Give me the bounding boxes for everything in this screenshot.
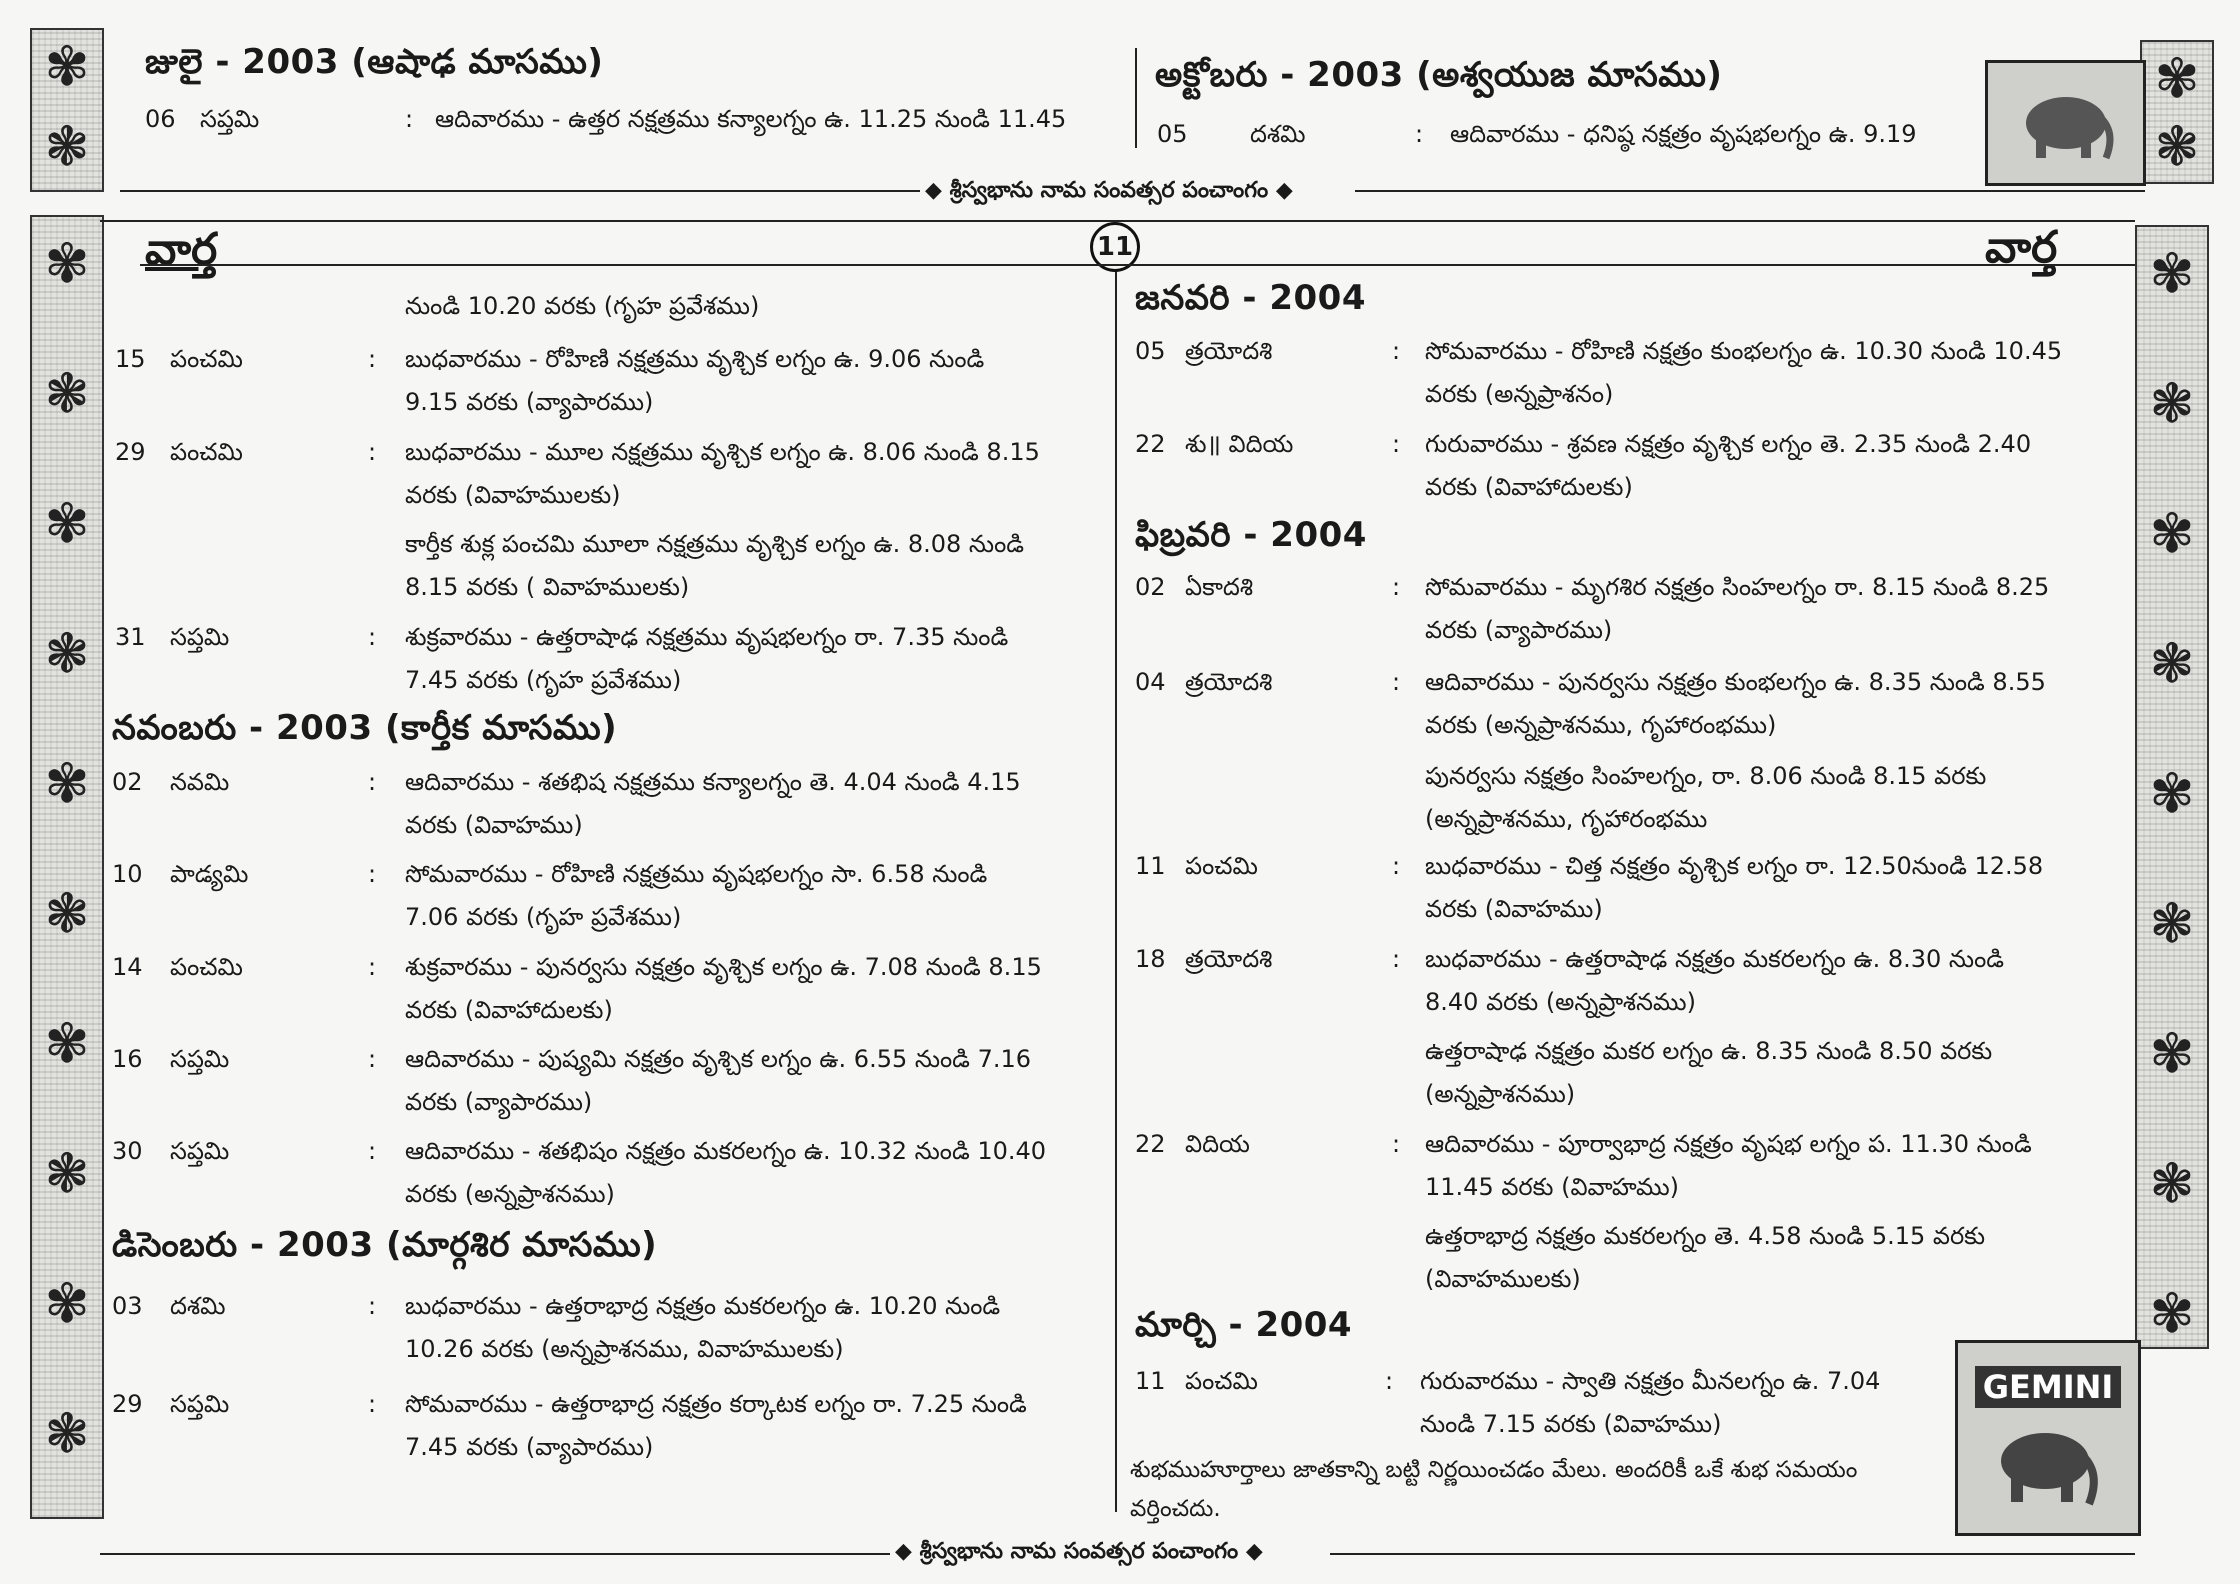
entry-line1: సోమవారము - మృగశిర నక్షత్రం సింహలగ్నం రా. 8.15 నుండి 8.25 bbox=[1425, 573, 2050, 601]
entry-line2: వరకు (వివాహాదులకు) bbox=[1425, 473, 1633, 501]
entry-date: 22 bbox=[1135, 430, 1166, 458]
knot-ornament-icon: ❃ bbox=[44, 882, 90, 945]
elephant-icon bbox=[2006, 78, 2126, 168]
entry-line2: 8.15 వరకు ( వివాహములకు) bbox=[405, 573, 690, 601]
entry-date: 02 bbox=[112, 768, 143, 796]
knot-ornament-icon: ✾ bbox=[2154, 47, 2200, 110]
entry-date: 11 bbox=[1135, 1367, 1166, 1395]
entry-date: 14 bbox=[112, 953, 143, 981]
colon: : bbox=[368, 1137, 377, 1165]
knot-ornament-icon: ❃ bbox=[44, 622, 90, 685]
top-left-tithi: సప్తమి bbox=[200, 105, 260, 133]
entry-line2: 7.45 వరకు (గృహ ప్రవేశము) bbox=[405, 666, 682, 694]
entry-tithi: సప్తమి bbox=[170, 1137, 230, 1165]
entry-date: 22 bbox=[1135, 1130, 1166, 1158]
entry-date: 02 bbox=[1135, 573, 1166, 601]
entry-line1: సోమవారము - ఉత్తరాభాద్ర నక్షత్రం కర్కాటక లగ్నం రా. 7.25 నుండి bbox=[405, 1390, 1027, 1418]
diamond-icon: ◆ bbox=[1275, 178, 1293, 203]
colon: : bbox=[368, 1045, 377, 1073]
colon: : bbox=[368, 953, 377, 981]
page-number: 11 bbox=[1096, 232, 1134, 262]
colon: : bbox=[368, 1292, 377, 1320]
entry-line2: 11.45 వరకు (వివాహము) bbox=[1425, 1173, 1680, 1201]
footer-rule-right bbox=[1330, 1553, 2135, 1555]
entry-date: 31 bbox=[115, 623, 146, 651]
knot-ornament-icon: ✾ bbox=[2149, 1022, 2195, 1085]
entry-line2: వరకు (వివాహాదులకు) bbox=[405, 996, 613, 1024]
knot-ornament-icon: ❃ bbox=[44, 362, 90, 425]
entry-tithi: పంచమి bbox=[170, 438, 243, 466]
entry-date: 30 bbox=[112, 1137, 143, 1165]
top-right-tithi: దశమి bbox=[1250, 120, 1306, 148]
entry-line1: ఆదివారము - పుష్యమి నక్షత్రం వృశ్చిక లగ్నం ఉ. 6.55 నుండి 7.16 bbox=[405, 1045, 1032, 1073]
entry-line2: వరకు (వివాహము) bbox=[1425, 895, 1603, 923]
top-right-month-heading: అక్టోబరు - 2003 (అశ్వయుజ మాసము) bbox=[1155, 55, 1723, 95]
top-right-detail: ఆదివారము - ధనిష్ఠ నక్షత్రం వృషభలగ్నం ఉ. 9.19 bbox=[1450, 120, 1917, 148]
gemini-ad-image bbox=[1955, 1340, 2141, 1536]
colon: : bbox=[1392, 573, 1401, 601]
knot-ornament-icon: ✾ bbox=[2149, 502, 2195, 565]
knot-ornament-icon: ✾ bbox=[44, 752, 90, 815]
colon: : bbox=[368, 1390, 377, 1418]
march-month-heading: మార్చి - 2004 bbox=[1135, 1305, 1353, 1345]
entry-line2: 10.26 వరకు (అన్నప్రాశనము, వివాహములకు) bbox=[405, 1335, 844, 1363]
entry-date: 16 bbox=[112, 1045, 143, 1073]
knot-ornament-icon: ❃ bbox=[2154, 115, 2200, 178]
entry-line1: ఆదివారము - పునర్వసు నక్షత్రం కుంభలగ్నం ఉ. 8.35 నుండి 8.55 bbox=[1425, 668, 2046, 696]
entry-date: 10 bbox=[112, 860, 143, 888]
knot-ornament-icon: ❃ bbox=[44, 115, 90, 178]
colon: : bbox=[1392, 852, 1401, 880]
entry-line1: ఉత్తరాషాఢ నక్షత్రం మకర లగ్నం ఉ. 8.35 నుండి 8.50 వరకు bbox=[1425, 1037, 1993, 1065]
entry-tithi: దశమి bbox=[170, 1292, 226, 1320]
top-band-rule-right bbox=[1355, 190, 2145, 192]
knot-ornament-icon: ✾ bbox=[2149, 242, 2195, 305]
entry-tithi: పాడ్యమి bbox=[170, 860, 249, 888]
colon: : bbox=[405, 105, 414, 133]
entry-line2: 8.40 వరకు (అన్నప్రాశనము) bbox=[1425, 988, 1696, 1016]
footer-band-title bbox=[895, 1539, 1263, 1569]
entry-line2: వరకు (వివాహము) bbox=[405, 811, 583, 839]
knot-ornament-icon: ✾ bbox=[2149, 762, 2195, 825]
top-right-date: 05 bbox=[1157, 120, 1188, 148]
entry-line2: 7.06 వరకు (గృహ ప్రవేశము) bbox=[405, 903, 682, 931]
diamond-icon: ◆ bbox=[1245, 1539, 1263, 1564]
entry-tithi: సప్తమి bbox=[170, 1045, 230, 1073]
diamond-icon: ◆ bbox=[895, 1539, 912, 1564]
entry-line1: ఉత్తరాభాద్ర నక్షత్రం మకరలగ్నం తె. 4.58 నుండి 5.15 వరకు bbox=[1425, 1222, 1986, 1250]
knot-ornament-icon: ✾ bbox=[44, 35, 90, 98]
entry-date: 15 bbox=[115, 345, 146, 373]
ornament-border-top-right bbox=[2140, 40, 2214, 184]
entry-line2: వరకు (వ్యాపారము) bbox=[405, 1088, 593, 1116]
band-title-text: శ్రీస్వభాను నామ సంవత్సర పంచాంగం bbox=[919, 1539, 1239, 1564]
entry-line2: (అన్నప్రాశనము, గృహారంభము bbox=[1425, 805, 1708, 833]
entry-line1: ఆదివారము - శతభిషం నక్షత్రం మకరలగ్నం ఉ. 10.32 నుండి 10.40 bbox=[405, 1137, 1047, 1165]
entry-tithi: సప్తమి bbox=[170, 1390, 230, 1418]
note-line1: శుభముహూర్తాలు జాతకాన్ని బట్టి నిర్ణయించడం మేలు. అందరికీ ఒకే శుభ సమయం bbox=[1130, 1457, 1858, 1483]
knot-ornament-icon: ✾ bbox=[44, 492, 90, 555]
top-band-title bbox=[925, 178, 1293, 208]
entry-tithi: పంచమి bbox=[1185, 1367, 1258, 1395]
entry-line2: (వివాహములకు) bbox=[1425, 1265, 1581, 1293]
entry-date: 29 bbox=[112, 1390, 143, 1418]
entry-tithi: పంచమి bbox=[1185, 852, 1258, 880]
top-left-date: 06 bbox=[145, 105, 176, 133]
entry-line2: 7.45 వరకు (వ్యాపారము) bbox=[405, 1433, 654, 1461]
ornament-border-left bbox=[30, 215, 104, 1519]
knot-ornament-icon: ❃ bbox=[44, 1142, 90, 1205]
entry-line2: వరకు (అన్నప్రాశనము) bbox=[405, 1180, 615, 1208]
footer-rule-left bbox=[100, 1553, 890, 1555]
band-title-text: శ్రీస్వభాను నామ సంవత్సర పంచాంగం bbox=[949, 178, 1269, 203]
entry-line1: సోమవారము - రోహిణి నక్షత్రము వృషభలగ్నం సా. 6.58 నుండి bbox=[405, 860, 988, 888]
entry-line2: 9.15 వరకు (వ్యాపారము) bbox=[405, 388, 654, 416]
knot-ornament-icon: ✾ bbox=[2149, 1282, 2195, 1345]
entry-line1: సోమవారము - రోహిణి నక్షత్రం కుంభలగ్నం ఉ. 10.30 నుండి 10.45 bbox=[1425, 337, 2063, 365]
february-month-heading: ఫిబ్రవరి - 2004 bbox=[1135, 515, 1367, 555]
knot-ornament-icon: ❃ bbox=[2149, 892, 2195, 955]
entry-line1: శుక్రవారము - ఉత్తరాషాఢ నక్షత్రము వృషభలగ్నం రా. 7.35 నుండి bbox=[405, 623, 1009, 651]
entry-line1: కార్తీక శుక్ల పంచమి మూలా నక్షత్రము వృశ్చిక లగ్నం ఉ. 8.08 నుండి bbox=[405, 530, 1025, 558]
entry-date: 03 bbox=[112, 1292, 143, 1320]
elephant-icon bbox=[1983, 1416, 2113, 1511]
ad-brand: GEMINI bbox=[1975, 1366, 2122, 1408]
ornament-border-top-left bbox=[30, 28, 104, 192]
knot-ornament-icon: ❃ bbox=[2149, 632, 2195, 695]
left-lead-line: నుండి 10.20 వరకు (గృహ ప్రవేశము) bbox=[405, 292, 760, 320]
november-month-heading: నవంబరు - 2003 (కార్తీక మాసము) bbox=[112, 708, 618, 748]
top-divider bbox=[1135, 48, 1137, 148]
colon: : bbox=[1392, 1130, 1401, 1158]
entry-line2: నుండి 7.15 వరకు (వివాహము) bbox=[1420, 1410, 1722, 1438]
entry-tithi: త్రయోదశి bbox=[1185, 945, 1273, 973]
entry-date: 04 bbox=[1135, 668, 1166, 696]
masthead-rule bbox=[140, 264, 2135, 266]
elephant-ad-image-top bbox=[1985, 60, 2146, 186]
top-left-month-heading: జులై - 2003 (ఆషాఢ మాసము) bbox=[145, 42, 604, 82]
entry-tithi: పంచమి bbox=[170, 345, 243, 373]
entry-line2: వరకు (అన్నప్రాశనం) bbox=[1425, 380, 1614, 408]
entry-date: 05 bbox=[1135, 337, 1166, 365]
december-month-heading: డిసెంబరు - 2003 (మార్గశిర మాసము) bbox=[112, 1225, 658, 1265]
colon: : bbox=[1392, 945, 1401, 973]
entry-line1: ఆదివారము - శతభిష నక్షత్రము కన్యాలగ్నం తె. 4.04 నుండి 4.15 bbox=[405, 768, 1021, 796]
entry-tithi: విదియ bbox=[1185, 1130, 1250, 1158]
entry-line2: వరకు (వ్యాపారము) bbox=[1425, 616, 1613, 644]
entry-line2: (అన్నప్రాశనము) bbox=[1425, 1080, 1576, 1108]
colon: : bbox=[368, 860, 377, 888]
note-line2: వర్తించదు. bbox=[1130, 1496, 1221, 1522]
knot-ornament-icon: ✾ bbox=[44, 232, 90, 295]
entry-date: 11 bbox=[1135, 852, 1166, 880]
entry-line1: ఆదివారము - పూర్వాభాద్ర నక్షత్రం వృషభ లగ్నం ప. 11.30 నుండి bbox=[1425, 1130, 2032, 1158]
entry-line1: బుధవారము - రోహిణి నక్షత్రము వృశ్చిక లగ్నం ఉ. 9.06 నుండి bbox=[405, 345, 985, 373]
entry-line1: గురువారము - స్వాతి నక్షత్రం మీనలగ్నం ఉ. 7.04 bbox=[1420, 1367, 1881, 1395]
colon: : bbox=[368, 345, 377, 373]
knot-ornament-icon: ❃ bbox=[2149, 1152, 2195, 1215]
knot-ornament-icon: ✾ bbox=[44, 1012, 90, 1075]
diamond-icon: ◆ bbox=[925, 178, 942, 203]
colon: : bbox=[1385, 1367, 1394, 1395]
colon: : bbox=[368, 623, 377, 651]
entry-date: 18 bbox=[1135, 945, 1166, 973]
entry-tithi: త్రయోదశి bbox=[1185, 337, 1273, 365]
entry-line1: పునర్వసు నక్షత్రం సింహలగ్నం, రా. 8.06 నుండి 8.15 వరకు bbox=[1425, 762, 1987, 790]
colon: : bbox=[368, 438, 377, 466]
colon: : bbox=[1392, 337, 1401, 365]
top-left-detail: ఆదివారము - ఉత్తర నక్షత్రము కన్యాలగ్నం ఉ. 11.25 నుండి 11.45 bbox=[435, 105, 1067, 133]
entry-date: 29 bbox=[115, 438, 146, 466]
vaartha-logo-right: వార్త bbox=[1985, 222, 2058, 273]
ornament-border-right bbox=[2135, 225, 2209, 1349]
entry-line1: బుధవారము - మూల నక్షత్రము వృశ్చిక లగ్నం ఉ. 8.06 నుండి 8.15 bbox=[405, 438, 1040, 466]
center-column-divider bbox=[1115, 262, 1117, 1512]
entry-line2: వరకు (వివాహములకు) bbox=[405, 481, 621, 509]
entry-line2: వరకు (అన్నప్రాశనము, గృహారంభము) bbox=[1425, 711, 1777, 739]
entry-line1: బుధవారము - చిత్త నక్షత్రం వృశ్చిక లగ్నం రా. 12.50నుండి 12.58 bbox=[1425, 852, 2044, 880]
knot-ornament-icon: ❃ bbox=[44, 1402, 90, 1465]
entry-tithi: శు॥ విదియ bbox=[1185, 430, 1294, 458]
entry-tithi: త్రయోదశి bbox=[1185, 668, 1273, 696]
colon: : bbox=[1392, 668, 1401, 696]
vaartha-logo-left: వార్త bbox=[145, 224, 218, 275]
entry-tithi: ఏకాదశి bbox=[1185, 573, 1254, 601]
entry-line1: బుధవారము - ఉత్తరాషాఢ నక్షత్రం మకరలగ్నం ఉ. 8.30 నుండి bbox=[1425, 945, 2005, 973]
entry-line1: బుధవారము - ఉత్తరాభాద్ర నక్షత్రం మకరలగ్నం ఉ. 10.20 నుండి bbox=[405, 1292, 1001, 1320]
entry-tithi: పంచమి bbox=[170, 953, 243, 981]
colon: : bbox=[368, 768, 377, 796]
january-month-heading: జనవరి - 2004 bbox=[1135, 278, 1366, 318]
entry-line1: శుక్రవారము - పునర్వసు నక్షత్రం వృశ్చిక లగ్నం ఉ. 7.08 నుండి 8.15 bbox=[405, 953, 1042, 981]
entry-tithi: సప్తమి bbox=[170, 623, 230, 651]
knot-ornament-icon: ❃ bbox=[2149, 372, 2195, 435]
colon: : bbox=[1392, 430, 1401, 458]
top-band-rule-left bbox=[120, 190, 920, 192]
entry-tithi: నవమి bbox=[170, 768, 230, 796]
knot-ornament-icon: ✾ bbox=[44, 1272, 90, 1335]
entry-line1: గురువారము - శ్రవణ నక్షత్రం వృశ్చిక లగ్నం తె. 2.35 నుండి 2.40 bbox=[1425, 430, 2032, 458]
colon: : bbox=[1415, 120, 1424, 148]
